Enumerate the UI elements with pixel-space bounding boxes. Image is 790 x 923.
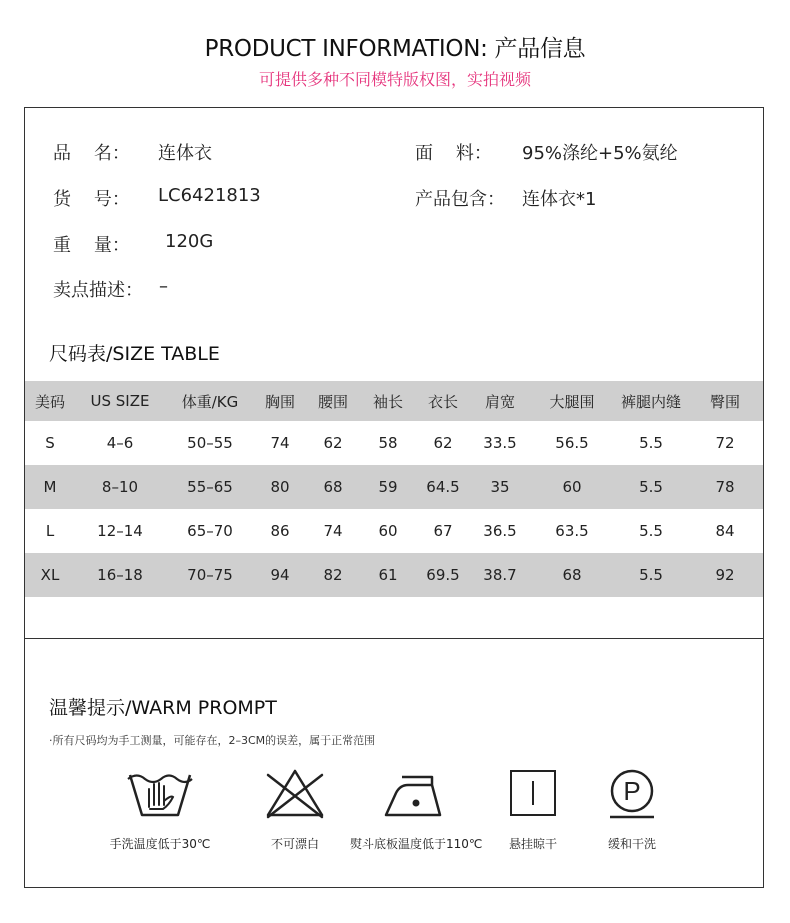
dry-clean-p-icon xyxy=(597,767,667,821)
size-table-row xyxy=(25,553,763,597)
size-table-cell: 5.5 xyxy=(639,434,663,452)
care-item-iron xyxy=(350,767,483,852)
info-name-row xyxy=(53,139,212,165)
size-table-header-cell: 体重/KG xyxy=(165,381,255,421)
page-subtitle: 可提供多种不同模特版权图，实拍视频 xyxy=(258,70,531,89)
size-table-cell: 4–6 xyxy=(106,434,134,452)
size-table-header-cell: 美码 xyxy=(25,381,75,421)
size-table-cell: 61 xyxy=(361,553,415,597)
info-selling-label: 卖点描述： xyxy=(53,280,143,301)
care-label-dry-clean: 缓和干洗 xyxy=(607,837,656,851)
size-table-cell: 16–18 xyxy=(75,553,165,597)
info-selling-row xyxy=(53,276,168,302)
size-table-cell: 65–70 xyxy=(187,522,233,540)
info-package-row xyxy=(415,185,596,211)
care-item-no-bleach xyxy=(230,767,360,852)
size-table-cell: 62 xyxy=(433,434,453,452)
care-item-dry-clean xyxy=(567,767,697,852)
page-title: PRODUCT INFORMATION: 产品信息 xyxy=(204,36,586,62)
size-table-cell: 84 xyxy=(715,522,735,540)
care-label-hand-wash: 手洗温度低于30℃ xyxy=(109,837,211,851)
size-table-cell: 60 xyxy=(378,522,398,540)
info-selling-value: – xyxy=(159,276,168,297)
care-label-iron: 熨斗底板温度低于110℃ xyxy=(350,837,483,851)
iron-low-icon xyxy=(380,767,450,821)
info-name-label: 品 名： xyxy=(53,143,130,164)
hang-dry-icon xyxy=(498,767,568,821)
info-package-value: 连体衣*1 xyxy=(522,189,597,210)
info-weight-value: 120G xyxy=(165,231,214,252)
info-item-no-label: 货 号： xyxy=(53,189,130,210)
size-table-cell: 67 xyxy=(433,522,453,540)
size-table-header-cell: 大腿围 xyxy=(529,381,615,421)
info-weight-row xyxy=(53,231,213,257)
info-weight-label: 重 量： xyxy=(53,235,130,256)
size-table-header-cell: 臀围 xyxy=(687,381,763,421)
care-title: 温馨提示/WARM PROMPT xyxy=(49,697,277,719)
info-name-value: 连体衣 xyxy=(158,143,212,164)
size-table-cell: 64.5 xyxy=(415,465,471,509)
product-info-panel xyxy=(24,107,764,639)
size-table-cell: 8–10 xyxy=(75,465,165,509)
size-table-header-cell: 裤腿内缝 xyxy=(615,381,687,421)
size-table-cell: 5.5 xyxy=(615,553,687,597)
size-table-header-cell: US SIZE xyxy=(75,381,165,421)
size-table-header-cell: 肩宽 xyxy=(471,381,529,421)
size-table-header-cell: 袖长 xyxy=(361,381,415,421)
svg-text:P: P xyxy=(623,776,641,806)
size-table-header-cell: 腰围 xyxy=(305,381,361,421)
info-fabric-value: 95%涤纶+5%氨纶 xyxy=(522,143,678,164)
size-table-cell: 74 xyxy=(323,522,343,540)
info-package-label: 产品包含： xyxy=(415,189,505,210)
care-item-hand-wash xyxy=(95,767,225,852)
size-table-cell: 55–65 xyxy=(165,465,255,509)
size-table-cell: 50–55 xyxy=(187,434,233,452)
size-table-cell: 35 xyxy=(471,465,529,509)
size-table-cell: 33.5 xyxy=(483,434,517,452)
size-table-cell: M xyxy=(25,465,75,509)
size-table-cell: 74 xyxy=(270,434,290,452)
size-table-header-cell: 胸围 xyxy=(255,381,305,421)
care-label-no-bleach: 不可漂白 xyxy=(270,837,319,851)
size-table-cell: 63.5 xyxy=(555,522,589,540)
size-table-cell: 38.7 xyxy=(471,553,529,597)
info-fabric-label: 面 料： xyxy=(415,143,492,164)
info-fabric-row xyxy=(415,139,678,165)
size-table-cell: 86 xyxy=(270,522,290,540)
hand-wash-icon xyxy=(125,767,195,821)
size-table-header-row xyxy=(25,381,763,421)
size-table-cell: 94 xyxy=(255,553,305,597)
care-label-hang-dry: 悬挂晾干 xyxy=(508,837,557,851)
info-item-no-row xyxy=(53,185,261,211)
size-table-cell: 70–75 xyxy=(165,553,255,597)
size-table-title: 尺码表/SIZE TABLE xyxy=(49,343,220,365)
size-table-cell: 68 xyxy=(305,465,361,509)
size-table-cell: 72 xyxy=(715,434,735,452)
no-bleach-icon xyxy=(260,767,330,821)
size-table-cell: 56.5 xyxy=(555,434,589,452)
size-table-cell: 5.5 xyxy=(639,522,663,540)
info-item-no-value: LC6421813 xyxy=(158,185,261,206)
size-table-cell: S xyxy=(45,434,55,452)
size-table-cell: L xyxy=(45,522,55,540)
size-table-cell: 5.5 xyxy=(615,465,687,509)
size-table-cell: 58 xyxy=(378,434,398,452)
size-table-cell: XL xyxy=(25,553,75,597)
size-table-cell: 60 xyxy=(529,465,615,509)
size-table-cell: 12–14 xyxy=(97,522,143,540)
size-table-cell: 36.5 xyxy=(483,522,517,540)
size-table-row xyxy=(25,465,763,509)
size-table-cell: 59 xyxy=(361,465,415,509)
size-table-cell: 80 xyxy=(255,465,305,509)
size-table-cell: 68 xyxy=(529,553,615,597)
care-note: ·所有尺码均为手工测量，可能存在，2–3CM的误差，属于正常范围 xyxy=(49,734,376,747)
size-table-header-cell: 衣长 xyxy=(415,381,471,421)
size-table-row xyxy=(25,421,763,465)
size-table-cell: 82 xyxy=(305,553,361,597)
size-table-cell: 78 xyxy=(687,465,763,509)
care-panel xyxy=(24,638,764,888)
size-table-cell: 69.5 xyxy=(415,553,471,597)
size-table-cell: 62 xyxy=(323,434,343,452)
size-table xyxy=(25,381,763,597)
size-table-cell: 92 xyxy=(687,553,763,597)
size-table-row xyxy=(25,509,763,553)
